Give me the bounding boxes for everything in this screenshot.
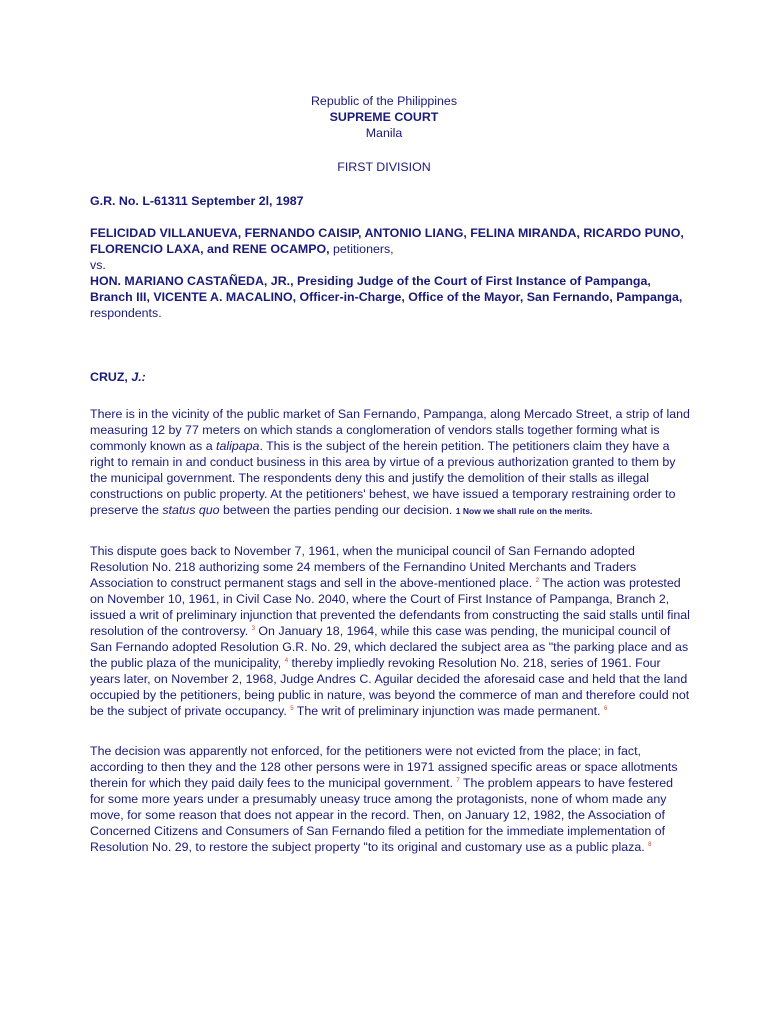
parties-block <box>90 225 690 321</box>
court-header <box>90 93 678 175</box>
footnote-link-8[interactable]: 8 <box>648 841 652 848</box>
court-name: SUPREME COURT <box>329 110 439 124</box>
ponente-title: J.: <box>131 370 146 384</box>
footnote-link-4[interactable]: 4 <box>284 657 289 664</box>
respondents-names: HON. MARIANO CASTAÑEDA, JR., Presiding Judge of the Court of First Instance of Pampanga, Branch III, VICENTE A. MACALINO, Officer-in-Charge, Office of the Mayor, San Fernando, Pampanga, <box>90 274 683 304</box>
petitioners <box>90 225 690 257</box>
footnote-link-6[interactable]: 6 <box>603 705 608 712</box>
footnote-link-7[interactable]: 7 <box>456 777 460 784</box>
paragraph-2 <box>90 543 690 719</box>
footnote-link-5[interactable]: 5 <box>290 705 294 712</box>
respondents <box>90 273 690 321</box>
p3-text-a: The decision was apparently not enforced, for the petitioners were not evicted from the place; in fact, according to then they and the 128 other persons were in 1971 assigned specific areas or space allotments therein for which they paid daily fees to the municipal government. <box>90 744 678 790</box>
p2-text-c: On January 18, 1964, while this case was pending, the municipal council of San Fernando adopted Resolution G.R. No. 29, which declared the subject area as "the parking place and as the public plaza of the municipality, <box>90 624 689 670</box>
republic-line: Republic of the Philippines <box>310 94 458 108</box>
p2-text-d: thereby impliedly revoking Resolution No. 218, series of 1961. Four years later, on November 2, 1968, Judge Andres C. Aguilar decided the aforesaid case and held that the land occupied by the petitioners, being public in nature, was beyond the commerce of man and therefore could not be the subject of private occupancy. <box>90 656 690 718</box>
p2-text-b: The action was protested on November 10, 1961, in Civil Case No. 2040, where the Court of First Instance of Pampanga, Branch 2, issued a writ of preliminary injunction that prevented the defendants from constructing the said stalls until final resolution of the controversy. <box>90 576 690 638</box>
paragraph-1 <box>90 406 690 519</box>
paragraph-3 <box>90 743 690 855</box>
p1-text-c: between the parties pending our decision. <box>219 503 456 517</box>
division-line: FIRST DIVISION <box>337 160 431 174</box>
p1-term-talipapa: talipapa <box>216 439 260 453</box>
petitioners-label: petitioners, <box>329 242 394 256</box>
document-page <box>90 93 690 855</box>
p2-text-e: The writ of preliminary injunction was made permanent. <box>293 704 604 718</box>
p1-term-status-quo: status quo <box>162 503 220 517</box>
p2-text-a: This dispute goes back to November 7, 1961, when the municipal council of San Fernando adopted Resolution No. 218 authorizing some 24 members of the Fernandino United Merchants and Traders Association to construct permanent stags and sell in the above-mentioned place. <box>90 544 637 590</box>
case-number: G.R. No. L-61311 September 2l, 1987 <box>90 194 304 208</box>
ponente-name: CRUZ, <box>90 370 132 384</box>
ponente <box>90 369 690 385</box>
petitioners-names: FELICIDAD VILLANUEVA, FERNANDO CAISIP, ANTONIO LIANG, FELINA MIRANDA, RICARDO PUNO, FLORENCIO LAXA, and RENE OCAMPO, <box>90 226 684 256</box>
footnote-link-3[interactable]: 3 <box>251 625 255 632</box>
p1-text-a: There is in the vicinity of the public market of San Fernando, Pampanga, along Mercado Street, a strip of land measuring 12 by 77 meters on which stands a conglomeration of vendors stalls together forming what is commonly known as a <box>90 407 690 453</box>
versus: vs. <box>90 258 106 272</box>
footnote-link-2[interactable]: 2 <box>535 577 539 584</box>
p1-text-b: . This is the subject of the herein petition. The petitioners claim they have a right to remain in and conduct business in this area by virtue of a previous authorization granted to them by the municipal government. The respondents deny this and justify the demolition of their stalls as illegal constructions on public property. At the petitioners' behest, we have issued a temporary restraining order to preserve the <box>90 439 676 517</box>
city-line: Manila <box>365 126 403 140</box>
respondents-label: respondents. <box>90 306 162 320</box>
p3-text-b: The problem appears to have festered for some more years under a presumably uneasy truce among the protagonists, none of whom made any move, for some reason that does not appear in the record. Then, on January 12, 1982, the Association of Concerned Citizens and Consumers of San Fernando filed a petition for the immediate implementation of Resolution No. 29, to restore the subject property "to its original and customary use as a public plaza. <box>90 776 674 854</box>
p1-footnote-note: 1 Now we shall rule on the merits. <box>455 506 593 516</box>
